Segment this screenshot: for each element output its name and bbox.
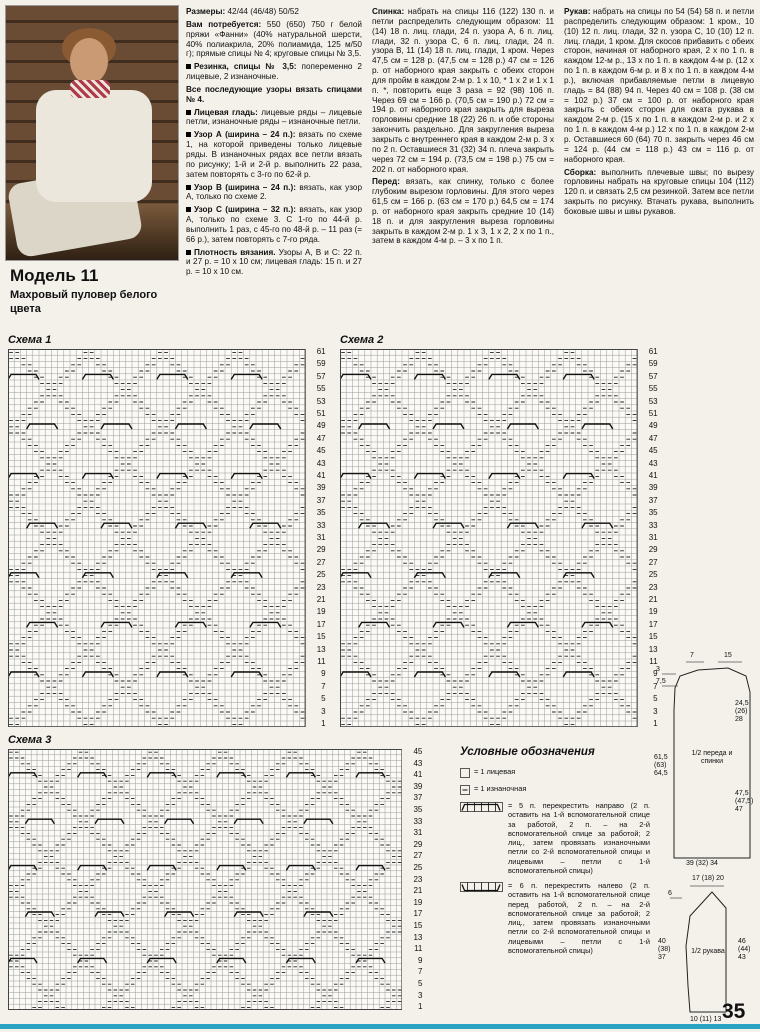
sleeve-meas-left-mid: 40 (38) 37	[658, 938, 671, 962]
legend-item-text: = 6 п. перекрестить налево (2 п. оставить на 1-й вспомогательной спице перед работой, 2 п. – на 2-й вспомогательной спице за работой; 2 лиц., затем провязать изнаночными петли со 2-й вспомогательной спицы и лицевыми – петли с 1-й вспомогательной спицы)	[508, 881, 650, 955]
sleeve-meas-right-mid: 46 (44) 43	[738, 938, 751, 962]
legend-item	[460, 801, 650, 875]
bottom-rule	[0, 1024, 760, 1029]
legend-item-text: = 1 лицевая	[474, 767, 516, 776]
instruction-paragraph: Перед: вязать, как спинку, только с более глубоким вырезом горловины. Для этого через 61,5 см = 166 р. (63 см = 170 р.) 64,5 см = 174 р. от наборного края закрыть средние 10 (14) 18 п. и для закругления выреза горловины закрыть в каждом 2-м р. 1 х 3, 1 х 2, 2 х по 1 п., затем в каждом 4-м р. – 3 х по 1 п.	[372, 177, 554, 246]
instruction-paragraph: Все последующие узоры вязать спицами № 4.	[186, 84, 362, 104]
knitting-chart-grid	[8, 349, 306, 727]
sleeve-meas-left-top: 6	[668, 890, 672, 897]
legend-item-text: = 1 изнаночная	[474, 784, 527, 793]
body-meas-left-mid: 61,5 (63) 64,5	[654, 754, 668, 778]
instruction-paragraph: Узор В (ширина – 24 п.): вязать, как узор А, только по схеме 2.	[186, 182, 362, 202]
body-meas-left-b: 7,5	[656, 678, 666, 685]
chart-row-numbers: 61 59 57 55 53 51 49 47 45 43 41 39 37 35 33 31 29 27 25 23 21 19 17 15 13 11 9 7 5 3 1	[648, 346, 658, 729]
cable-left-icon	[460, 882, 504, 892]
body-meas-right-top: 24,5 (26) 28	[735, 700, 749, 724]
instruction-paragraph: Вам потребуется: 550 (650) 750 г белой пряжи «Фанни» (40% натуральной шерсти, 40% полиакрила, 20% полиамида, 125 м/50 г); прямые спицы № 4; круговые спицы № 3,5.	[186, 19, 362, 59]
legend-item-text: = 5 п. перекрестить направо (2 п. оставить на 1-й вспомогательной спице за работой, 2 п. – на 2-й вспомогательной спице за работой; 2 лиц., затем провязать изнаночными петли со 2-й вспомогательной спицы и лицевыми – петли с 1-й вспомогательной спицы)	[508, 801, 650, 875]
bullet-square-icon	[186, 132, 191, 137]
chart-2	[340, 334, 658, 729]
instruction-paragraph: Рукав: набрать на спицы по 54 (54) 58 п. и петли распределить следующим образом: 1 кром., 10 (10) 12 п. лиц. глади, 32 п. узора С, 10 (10) 12 п. лиц. глади, 1 кром. Для скосов прибавить с обеих сторон, начиная от наборного края, 2 х по 1 п. в каждом 12-м р., 13 х по 1 п. в каждом 4-м р. (12 х по 1 п. в каждом 6-м р. и 8 х по 1 п. в каждом 4-м р.), включая прибавляемые петли в лицевую гладь = 84 (88) 94 п. Через 40 см = 108 р. (38 см = 102 р.) 37 см = 100 р. от наборного края закрыть с обеих сторон для оката рукава в каждом 2-м р. (15 х по 1 п. в каждом 2-м р. и 2 х по 1 п. в каждом 4-м р.) 12 х по 1 п. в каждом 2-м р. Оставшиеся 60 (64) 70 п. закрыть через 46 см = 124 р. (44 см = 118 р.) 43 см = 116 р. от наборного края.	[564, 7, 755, 164]
instruction-paragraph: Размеры: 42/44 (46/48) 50/52	[186, 7, 299, 16]
body-meas-top-a: 7	[690, 652, 694, 659]
bullet-square-icon	[186, 64, 191, 69]
chart-row-numbers: 61 59 57 55 53 51 49 47 45 43 41 39 37 35 33 31 29 27 25 23 21 19 17 15 13 11 9 7 5 3 1	[316, 346, 326, 729]
legend-item	[460, 767, 650, 778]
purl-cell-icon	[460, 785, 470, 795]
body-schematic	[656, 650, 758, 868]
model-subtitle: Махровый пуловер белого цвета	[10, 289, 158, 315]
bullet-square-icon	[186, 207, 191, 212]
instruction-paragraph: Сборка: выполнить плечевые швы; по вырезу горловины набрать на круговые спицы 104 (112) 120 п. и связать 2,5 см резинкой. Затем все петли закрыть по рисунку. Втачать рукава, выполнить боковые швы и швы рукавов.	[564, 167, 754, 216]
knit-cell-icon	[460, 768, 470, 778]
instruction-paragraph: Лицевая гладь: лицевые ряды – лицевые петли, изнаночные ряды – изнаночные петли.	[186, 107, 362, 127]
photo-face	[70, 38, 108, 84]
instruction-paragraph: Узор С (ширина – 32 п.): вязать, как узор А, только по схеме 3. С 1-го по 44-й р. выполнить 1 раз, с 45-го по 48-й р. – 11 раз (= 66 р.), затем повторять с 7-го ряда.	[186, 205, 362, 244]
sleeve-label: 1/2 рукава	[691, 948, 725, 955]
legend	[460, 746, 650, 961]
text-col-3	[564, 7, 754, 220]
chart-3	[8, 734, 423, 1012]
legend-title: Условные обозначения	[460, 746, 595, 758]
legend-item	[460, 784, 650, 795]
model-photo	[6, 6, 178, 260]
sleeve-meas-top: 17 (18) 20	[692, 875, 724, 882]
chart-row-numbers: 45 43 41 39 37 35 33 31 29 27 25 23 21 19 17 15 13 11 9 7 5 3 1	[413, 747, 423, 1012]
photo-scarf	[70, 80, 110, 98]
model-title: Модель 11	[10, 266, 99, 285]
instruction-paragraph: Спинка: набрать на спицы 116 (122) 130 п. и петли распределить следующим образом: 11 (14) 18 п. лиц. глади, 24 п. узора А, 6 п. лиц. глади, 32 п. узора С, 6 п. лиц. глади, 24 п. узора В, 11 (14) 18 п. лиц. глади, 1 кром. Через 47,5 см = 128 р. (47,5 см = 128 р.) 47 см = 126 р. от наборного края закрыть с обеих сторон для пройм в каждом 2-м р. 1 х 10, * 1 х 2 и 1 х 1 п. *, повторить еще 3 раза = 92 (98) 106 п. Через 69 см = 166 р. (70,5 см = 190 р.) 72 см = 194 р. от наборного края закрыть для выреза горловины средние 18 (22) 26 п. и обе стороны закончить раздельно. Для закругления выреза закрыть с внутреннего края в каждом 2-м р. 3 х по 2 п. Оставшиеся 31 (32) 34 п. плеча закрыть через 72 см = 194 р. (73,5 см = 198 р.) 75 см = 202 п. от наборного края.	[372, 7, 554, 174]
knitting-chart-grid	[8, 749, 402, 1010]
body-label: 1/2 переда и спинки	[691, 750, 733, 766]
legend-items	[460, 767, 650, 955]
chart-label: Схема 1	[8, 334, 52, 346]
legend-item	[460, 881, 650, 955]
chart-label: Схема 2	[340, 334, 384, 346]
photo-sweater	[36, 90, 152, 202]
cable-right-icon	[460, 802, 504, 812]
text-col-2	[372, 7, 554, 249]
body-meas-bottom: 39 (32) 34	[686, 860, 718, 867]
instruction-paragraph: Узор А (ширина – 24 п.): вязать по схеме 1, на которой приведены только лицевые ряды. В изнаночных рядах все петли вязать по рисунку; 1-й и 2-й р. выполнить 22 раза, затем повторять с 3-го по 62-й р.	[186, 130, 362, 179]
page-number: 35	[722, 1000, 746, 1023]
bullet-square-icon	[186, 185, 191, 190]
chart-1	[8, 334, 326, 729]
text-col-1	[186, 7, 362, 280]
instruction-paragraph: Резинка, спицы № 3,5: попеременно 2 лицевые, 2 изнаночные.	[186, 62, 362, 82]
body-meas-right-bottom: 47,5 (47,5) 47	[735, 790, 754, 814]
sleeve-meas-bottom: 10 (11) 13	[690, 1016, 722, 1023]
instruction-paragraph: Плотность вязания. Узоры А, В и С: 22 п. и 27 р. = 10 х 10 см; лицевая гладь: 15 п. и 27 р. = 10 х 10 см.	[186, 247, 362, 277]
bullet-square-icon	[186, 110, 191, 115]
chart-label: Схема 3	[8, 734, 52, 746]
bullet-square-icon	[186, 250, 191, 255]
body-meas-left-a: 3	[656, 666, 660, 673]
body-meas-top-b: 15	[724, 652, 732, 659]
knitting-chart-grid	[340, 349, 638, 727]
